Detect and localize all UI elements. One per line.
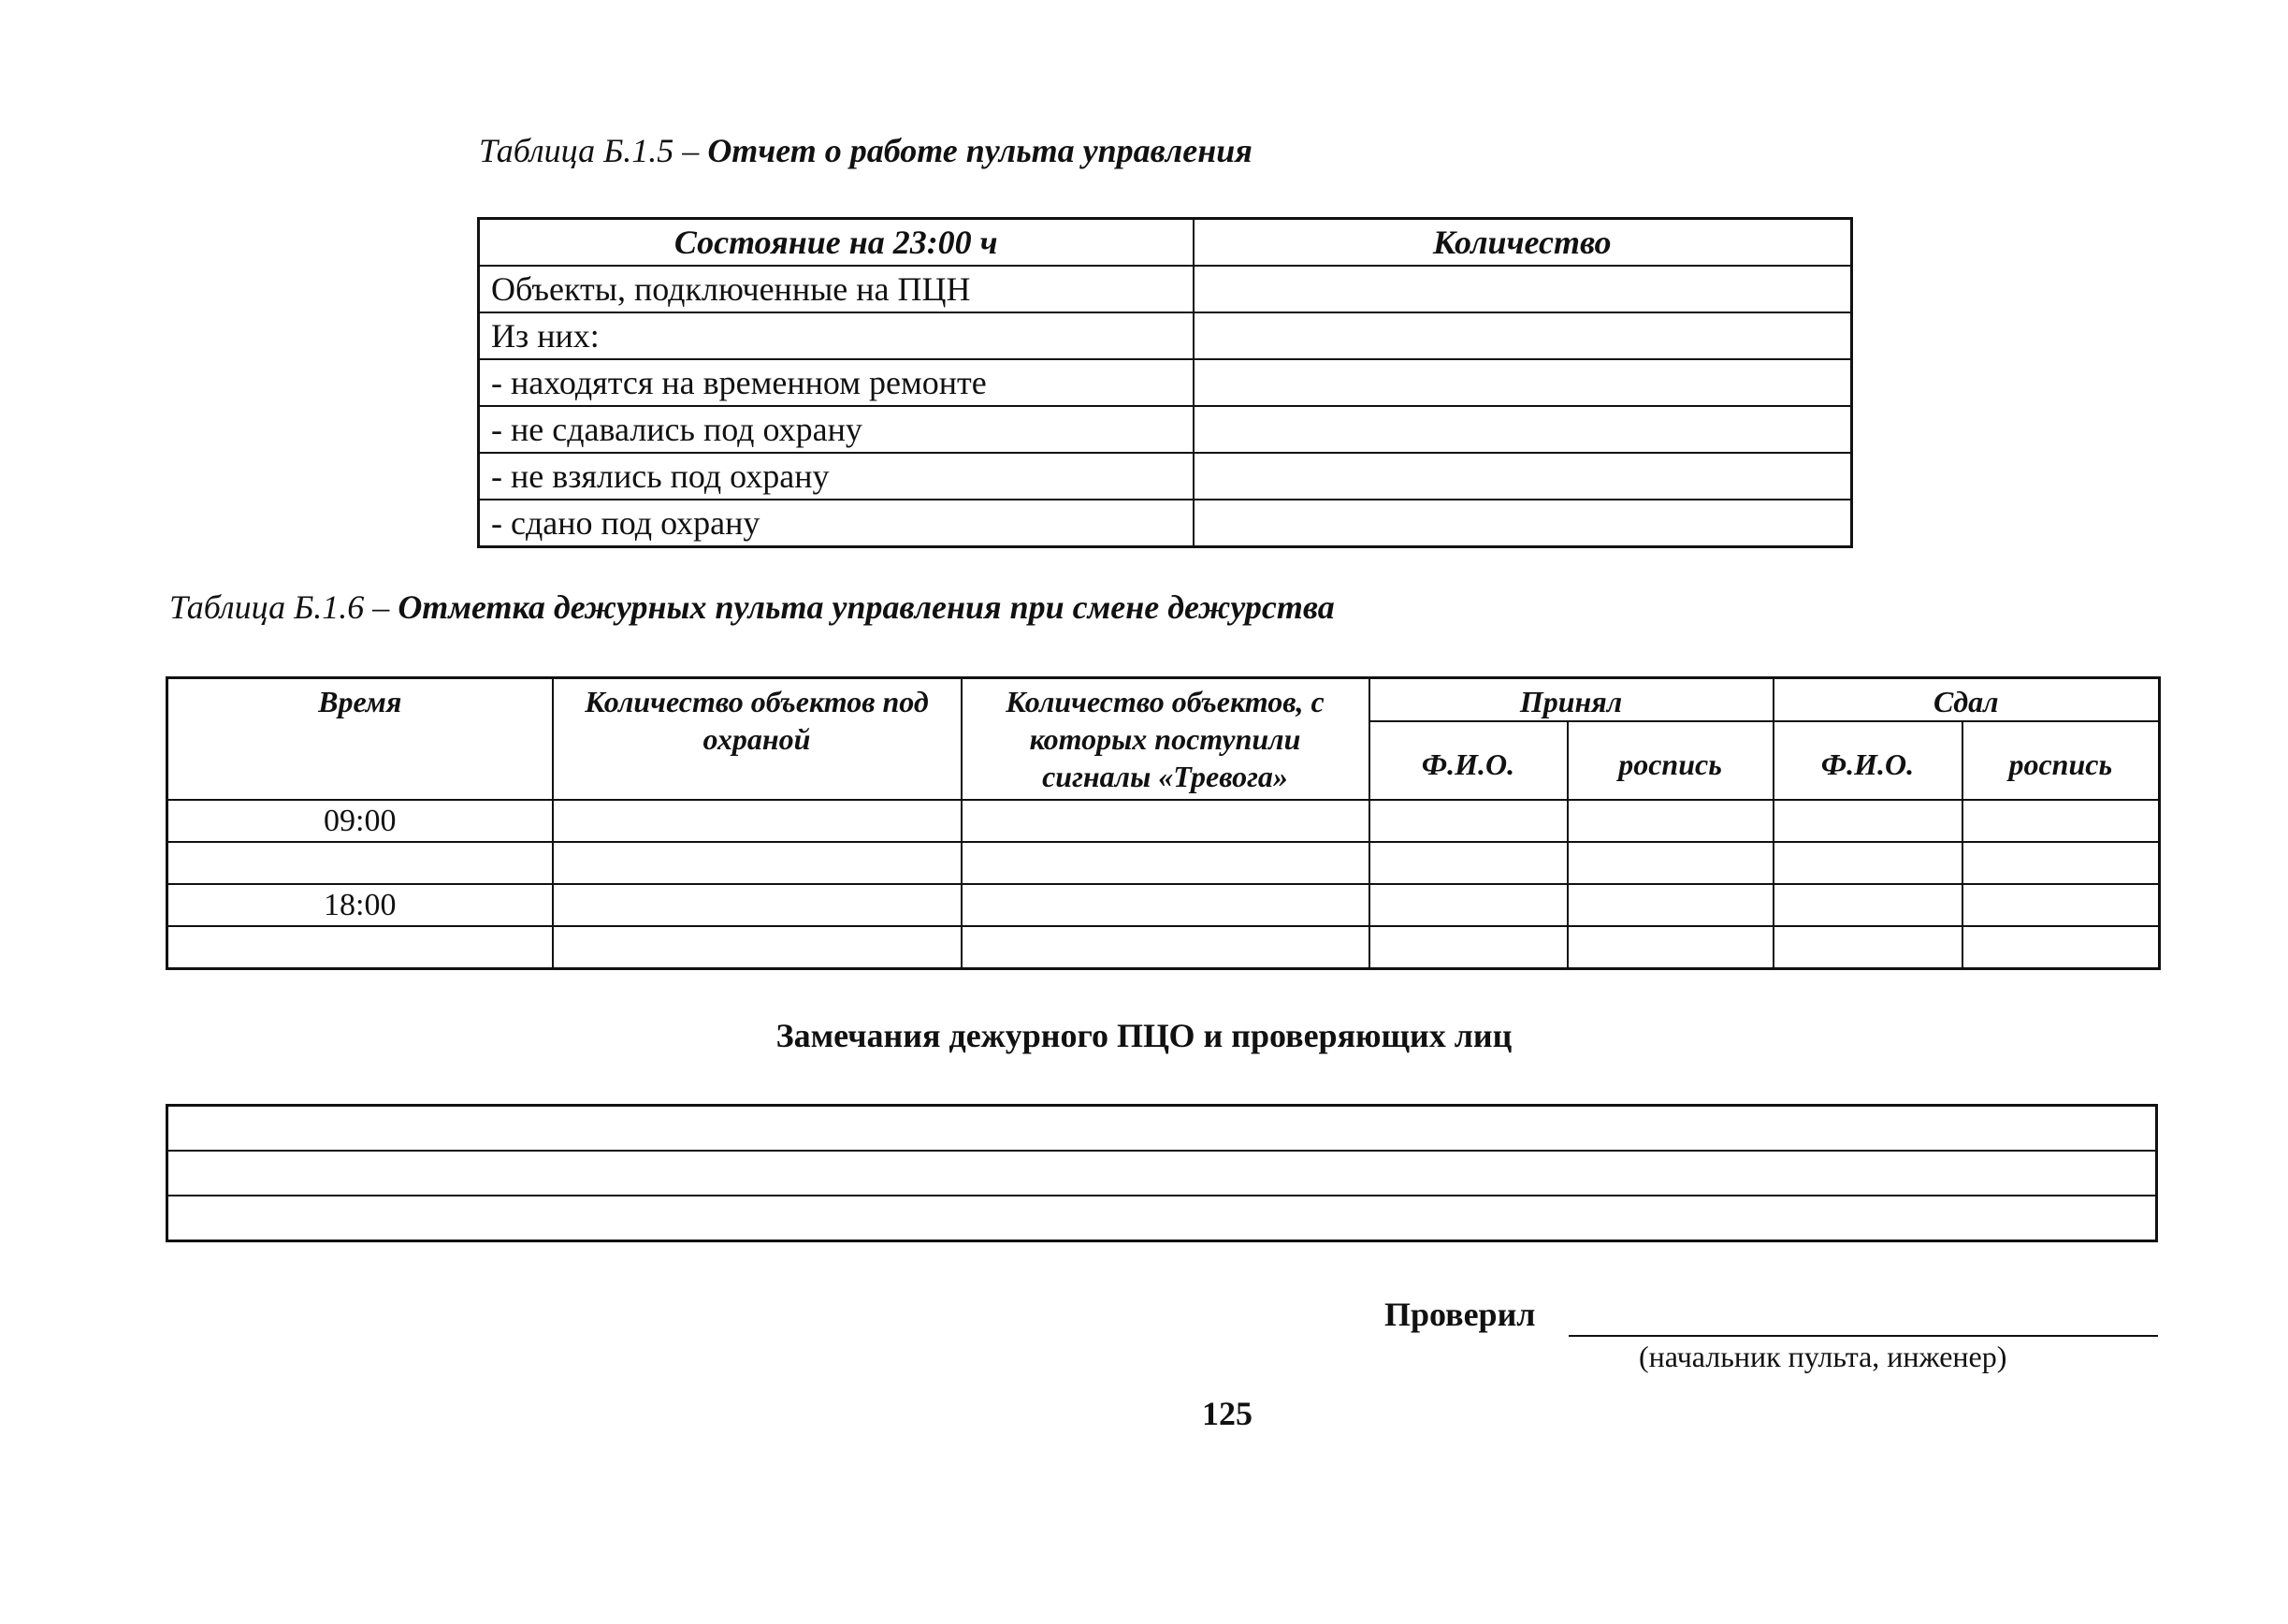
table-16-entry-cell[interactable] [1568, 800, 1774, 842]
table-15-row-label: - не сдавались под охрану [479, 406, 1194, 453]
table-15-header-state: Состояние на 23:00 ч [479, 219, 1194, 267]
table-15-quantity-cell[interactable] [1194, 266, 1852, 312]
table-row [167, 800, 2160, 842]
table-16-entry-cell[interactable] [962, 842, 1369, 884]
table-16-header-time: Время [167, 678, 553, 801]
table-16-entry-cell[interactable] [1369, 926, 1568, 969]
table-16-entry-cell[interactable] [1774, 884, 1962, 926]
table-16-entry-cell[interactable] [1962, 842, 2160, 884]
table-16-time-cell [167, 842, 553, 884]
table-16-caption-prefix: Таблица Б.1.6 – [169, 588, 398, 626]
table-16-header-accepted-fio: Ф.И.О. [1369, 721, 1568, 800]
table-16-entry-cell[interactable] [553, 800, 962, 842]
table-16-entry-cell[interactable] [1962, 926, 2160, 969]
table-15-row-label: - сдано под охрану [479, 500, 1194, 547]
table-15-row-label: Из них: [479, 312, 1194, 359]
table-row [479, 359, 1852, 406]
table-16-entry-cell[interactable] [553, 884, 962, 926]
page-number: 125 [1202, 1395, 1253, 1432]
remarks-title: Замечания дежурного ПЦО и проверяющих лиц [775, 1017, 1513, 1054]
table-15-caption-prefix: Таблица Б.1.5 – [479, 132, 708, 169]
table-15-row-label: - находятся на временном ремонте [479, 359, 1194, 406]
table-16-entry-cell[interactable] [962, 800, 1369, 842]
table-16-header-row [167, 678, 2160, 722]
table-16-entry-cell[interactable] [1774, 800, 1962, 842]
table-16-header-handed-signature: роспись [1962, 721, 2160, 800]
table-15 [477, 217, 1853, 548]
table-row [479, 453, 1852, 500]
table-16-entry-cell[interactable] [1568, 884, 1774, 926]
table-16-header-handed-fio: Ф.И.О. [1774, 721, 1962, 800]
table-16-caption-title: Отметка дежурных пульта управления при смене дежурства [398, 588, 1335, 626]
signature-line[interactable] [1569, 1335, 2158, 1337]
table-row [479, 500, 1852, 547]
table-row [167, 1151, 2157, 1196]
table-15-row-label: Объекты, подключенные на ПЦН [479, 266, 1194, 312]
checked-label: Проверил [1384, 1296, 1536, 1333]
table-15-quantity-cell[interactable] [1194, 453, 1852, 500]
table-16-entry-cell[interactable] [553, 926, 962, 969]
table-16-entry-cell[interactable] [1369, 800, 1568, 842]
table-16-header-objects-guarded: Количество объектов под охраной [553, 678, 962, 801]
table-16-header-objects-alarm: Количество объектов, с которых поступили сигналы «Тревога» [962, 678, 1369, 801]
table-row [167, 1106, 2157, 1152]
table-16-entry-cell[interactable] [1774, 842, 1962, 884]
table-16-entry-cell[interactable] [1369, 884, 1568, 926]
table-16-entry-cell[interactable] [1962, 800, 2160, 842]
table-16-entry-cell[interactable] [553, 842, 962, 884]
table-15-header-row [479, 219, 1852, 267]
table-16-header-accepted: Принял [1369, 678, 1774, 722]
table-16-entry-cell[interactable] [1369, 842, 1568, 884]
table-16-entry-cell[interactable] [1774, 926, 1962, 969]
signature-hint: (начальник пульта, инженер) [1639, 1340, 2007, 1373]
table-row [479, 266, 1852, 312]
table-16-time-cell: 18:00 [167, 884, 553, 926]
table-16-entry-cell[interactable] [962, 926, 1369, 969]
table-16-caption [169, 587, 1335, 627]
table-15-caption-title: Отчет о работе пульта управления [707, 132, 1253, 169]
table-16-header-handed: Сдал [1774, 678, 2160, 722]
table-15-row-label: - не взялись под охрану [479, 453, 1194, 500]
remarks-line[interactable] [167, 1106, 2157, 1152]
table-15-quantity-cell[interactable] [1194, 359, 1852, 406]
table-16-entry-cell[interactable] [1568, 926, 1774, 969]
table-row [479, 406, 1852, 453]
table-15-quantity-cell[interactable] [1194, 406, 1852, 453]
remarks-line[interactable] [167, 1196, 2157, 1241]
table-16-header-accepted-signature: роспись [1568, 721, 1774, 800]
table-16-time-cell [167, 926, 553, 969]
table-15-quantity-cell[interactable] [1194, 312, 1852, 359]
remarks-line[interactable] [167, 1151, 2157, 1196]
table-row [167, 884, 2160, 926]
table-15-quantity-cell[interactable] [1194, 500, 1852, 547]
table-row [167, 842, 2160, 884]
table-row [167, 1196, 2157, 1241]
table-15-caption [479, 131, 1253, 170]
table-row [479, 312, 1852, 359]
table-15-header-quantity: Количество [1194, 219, 1852, 267]
table-16 [166, 676, 2161, 970]
table-16-entry-cell[interactable] [1962, 884, 2160, 926]
table-16-time-cell: 09:00 [167, 800, 553, 842]
table-row [167, 926, 2160, 969]
table-16-entry-cell[interactable] [962, 884, 1369, 926]
remarks-table [166, 1104, 2158, 1242]
table-16-entry-cell[interactable] [1568, 842, 1774, 884]
